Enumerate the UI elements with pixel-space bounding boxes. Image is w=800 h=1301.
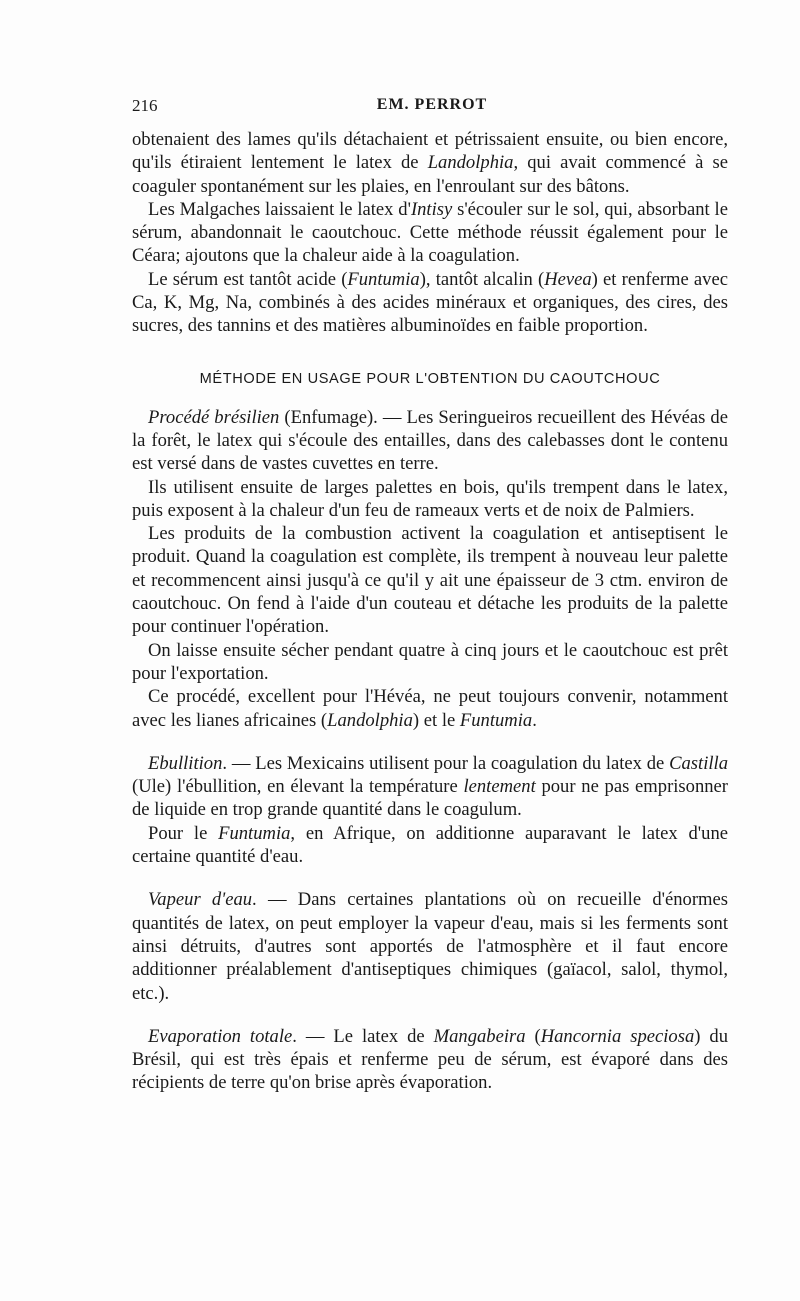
paragraph-3: Le sérum est tantôt acide (Funtumia), tantôt alcalin (Hevea) et renferme avec Ca, K, Mg, Na, combinés à des acides minéraux et organiques, des cires, des sucres, des tannins et des matières albuminoïdes en faible proportion. — [132, 268, 728, 337]
paragraph-sechage: On laisse ensuite sécher pendant quatre à cinq jours et le caoutchouc est prêt pour l'exportation. — [132, 639, 728, 684]
paragraph-2: Les Malgaches laissaient le latex d'Intisy s'écouler sur le sol, qui, absorbant le sérum, abandonnait le caoutchouc. Cette méthode réussit également pour le Céara; ajoutons que la chaleur aide à la coagulation. — [132, 198, 728, 267]
paragraph-procede-heveas: Ce procédé, excellent pour l'Hévéa, ne peut toujours convenir, notamment avec les lianes africaines (Landolphia) et le Funtumia. — [132, 686, 728, 731]
paragraph-funtumia: Pour le Funtumia, en Afrique, on additionne auparavant le latex d'une certaine quantité d'eau. — [132, 822, 728, 868]
paragraph-1: obtenaient des lames qu'ils détachaient et pétrissaient ensuite, ou bien encore, qu'ils étiraient lentement le latex de Landolphia, qui avait commencé à se coaguler spontanément sur les plaies, en l'enroulant sur des bâtons. — [132, 129, 728, 197]
page-header — [132, 96, 732, 118]
paragraph-combustion: Les produits de la combustion activent la coagulation et antiseptisent le produit. Quand la coagulation est complète, ils trempent à nouveau leur palette et recommencent ainsi jusqu'à ce qu'il y ait une épaisseur de 3 ctm. environ de caoutchouc. On fend à l'aide d'un couteau et détache les produits de la palette pour continuer l'opération. — [132, 523, 728, 638]
paragraph-ebullition: Ebullition. — Les Mexicains utilisent pour la coagulation du latex de Castilla (Ule) l'ébullition, en élevant la température lentement pour ne pas emprisonner de liquide en trop grande quantité dans le coagulum. — [132, 752, 728, 821]
paragraph-palettes: Ils utilisent ensuite de larges palettes en bois, qu'ils trempent dans le latex, puis exposent à la chaleur d'un feu de rameaux verts et de noix de Palmiers. — [132, 476, 728, 521]
page-body — [132, 128, 728, 1095]
page-number: 216 — [132, 96, 158, 115]
paragraph-evaporation-totale: Evaporation totale. — Le latex de Mangabeira (Hancornia speciosa) du Brésil, qui est très épais et renferme peu de sérum, est évaporé dans des récipients de terre qu'on brise après évaporation. — [132, 1025, 729, 1094]
paragraph-vapeur-eau: Vapeur d'eau. — Dans certaines plantations où on recueille d'énormes quantités de latex, on peut employer la vapeur d'eau, mais si les ferments sont ainsi détruits, d'autres sont apportés de l'atmosphère et il faut encore additionner préalablement d'antiseptiques chimiques (gaïacol, salol, thymol, etc.). — [132, 889, 728, 1004]
section-title: MÉTHODE EN USAGE POUR L'OBTENTION DU CAOUTCHOUC — [199, 370, 661, 387]
paragraph-procede-bresilien: Procédé brésilien (Enfumage). — Les Seringueiros recueillent des Hévéas de la forêt, le latex qui s'écoule des entailles, dans des calebasses dont le contenu est versé dans de vastes cuvettes en terre. — [132, 406, 728, 475]
running-head: EM. PERROT — [376, 96, 488, 113]
